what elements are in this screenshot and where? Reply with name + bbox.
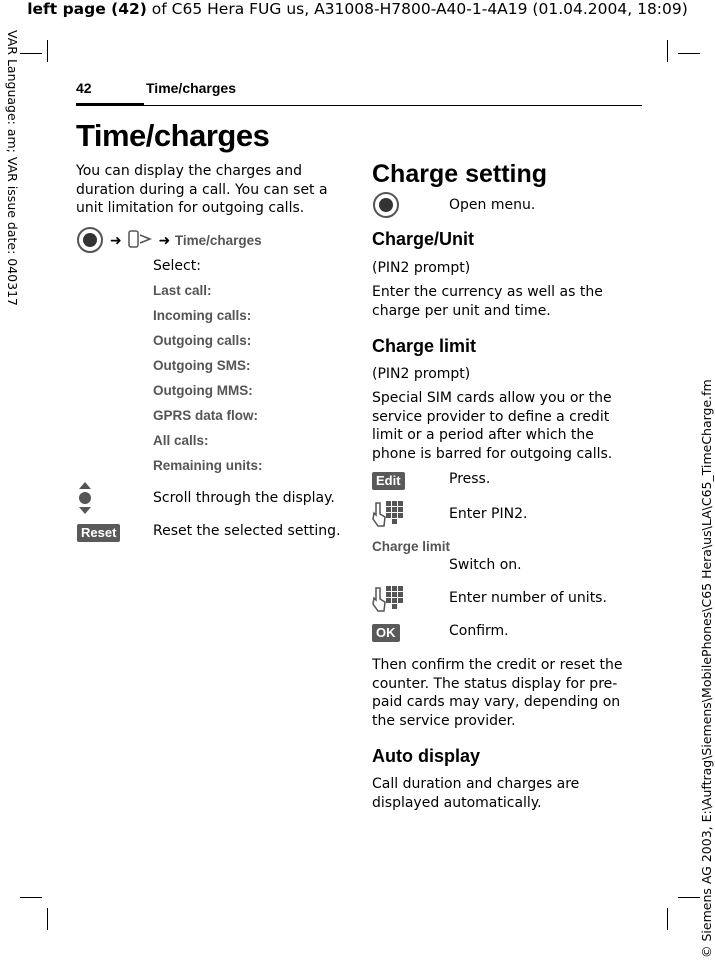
list-item: Remaining units: xyxy=(153,458,263,473)
list-item: Outgoing calls: xyxy=(153,333,252,348)
edit-text: Press. xyxy=(449,471,491,487)
intro-paragraph xyxy=(76,162,328,218)
text-line: You can display the charges and xyxy=(76,163,303,179)
text-line: counter. The status display for pre- xyxy=(372,675,618,692)
charge-unit-heading: Charge/Unit xyxy=(372,229,475,249)
text-line: service provider to define a credit xyxy=(372,408,610,425)
running-header: Time/charges xyxy=(146,80,237,96)
text-line: duration during a call. You can set a xyxy=(76,181,328,198)
list-item: Last call: xyxy=(153,283,212,298)
document-info-line xyxy=(0,0,715,18)
list-item: Outgoing MMS: xyxy=(153,383,253,398)
reset-text: Reset the selected setting. xyxy=(153,523,341,539)
page-number: 42 xyxy=(76,80,92,96)
reset-key-label: Reset xyxy=(77,524,120,542)
document-reference: of C65 Hera FUG us, A31008-H7800-A40-1-4A19 (01.04.2004, 18:09) xyxy=(146,0,688,18)
text-line: Then confirm the credit or reset the xyxy=(372,657,623,673)
list-item: Incoming calls: xyxy=(153,308,252,323)
text-line: paid cards may vary, depending on xyxy=(372,694,621,710)
edit-key-label: Edit xyxy=(372,472,405,490)
crop-mark xyxy=(678,53,700,54)
ok-softkey xyxy=(372,622,400,642)
text-line: unit limitation for outgoing calls. xyxy=(76,200,305,216)
select-label: Select: xyxy=(153,258,201,274)
side-info-right: © Siemens AG 2003, E:\Auftrag\Siemens\MobilePhones\C65 Hera\us\LA\C65_TimeCharge.fm xyxy=(699,379,714,958)
keypad-icon xyxy=(372,499,404,527)
nav-key-icon xyxy=(77,227,103,253)
crop-mark xyxy=(47,908,48,930)
crop-mark xyxy=(20,897,42,898)
menu-path-label: Time/charges xyxy=(174,233,262,248)
text-line: limit or a period after which the xyxy=(372,427,594,443)
pin2-text: Enter PIN2. xyxy=(449,506,528,522)
scroll-text: Scroll through the display. xyxy=(153,490,335,506)
text-line: the service provider. xyxy=(372,712,516,729)
option-list xyxy=(153,283,263,483)
crop-mark xyxy=(678,897,700,898)
edit-softkey xyxy=(372,470,405,490)
text-line: Call duration and charges are xyxy=(372,776,580,792)
arrow-icon: ➜ xyxy=(110,233,122,249)
text-line: Special SIM cards allow you or the xyxy=(372,390,612,406)
header-rule-thick xyxy=(76,103,144,106)
auto-display-text xyxy=(372,775,579,812)
reset-softkey xyxy=(77,522,120,542)
crop-mark xyxy=(667,908,668,930)
text-line: Enter the currency as well as the xyxy=(372,284,603,300)
charge-limit-pin: (PIN2 prompt) xyxy=(372,366,471,382)
confirm-text: Confirm. xyxy=(449,623,509,639)
crop-mark xyxy=(667,40,668,62)
charge-limit-text xyxy=(372,389,612,463)
list-item: All calls: xyxy=(153,433,209,448)
header-rule xyxy=(76,105,642,106)
ok-key-label: OK xyxy=(372,624,400,642)
menu-path xyxy=(110,229,262,249)
nav-key-icon xyxy=(373,192,399,218)
list-item: Outgoing SMS: xyxy=(153,358,251,373)
then-paragraph xyxy=(372,656,622,730)
open-menu-text: Open menu. xyxy=(449,197,536,213)
page-reference: left page (42) xyxy=(27,0,147,18)
crop-mark xyxy=(20,53,42,54)
switch-on-text: Switch on. xyxy=(449,557,522,573)
scroll-key-icon xyxy=(77,482,93,514)
charge-unit-text xyxy=(372,283,603,320)
page-title: Time/charges xyxy=(76,118,270,153)
charge-limit-heading: Charge limit xyxy=(372,336,477,356)
arrow-icon: ➜ xyxy=(158,233,171,249)
crop-mark xyxy=(47,40,48,62)
list-item: GPRS data flow: xyxy=(153,408,259,423)
side-info-left: VAR Language: am; VAR issue date: 040317 xyxy=(5,30,20,306)
auto-display-heading: Auto display xyxy=(372,746,481,766)
text-line: displayed automatically. xyxy=(372,794,542,811)
charge-limit-menu-item: Charge limit xyxy=(372,539,451,554)
charge-unit-pin: (PIN2 prompt) xyxy=(372,260,471,276)
text-line: charge per unit and time. xyxy=(372,302,551,319)
text-line: phone is barred for outgoing calls. xyxy=(372,445,613,462)
section-title: Charge setting xyxy=(372,160,548,188)
units-text: Enter number of units. xyxy=(449,590,607,606)
keypad-icon xyxy=(372,584,404,612)
phone-menu-icon xyxy=(126,229,154,249)
